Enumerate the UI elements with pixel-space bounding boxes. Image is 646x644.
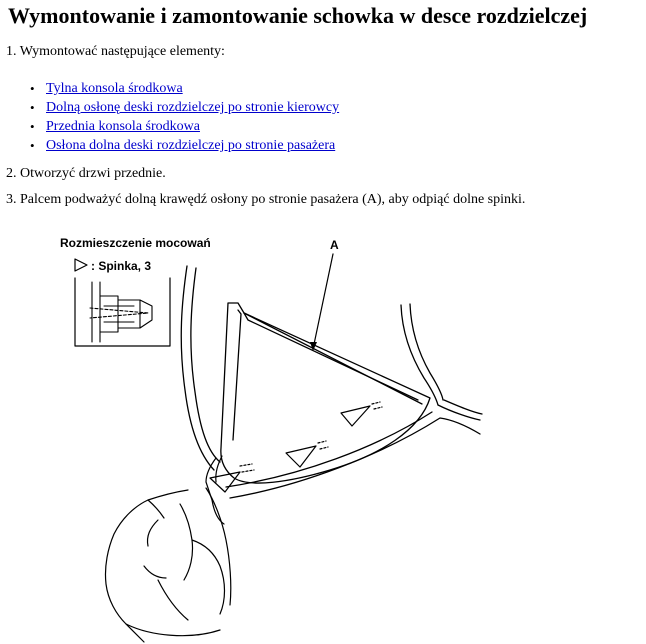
callout-a: A [330, 238, 339, 252]
clip-arrow-icon [341, 406, 370, 426]
page-title: Wymontowanie i zamontowanie schowka w desce rozdzielczej [8, 3, 588, 28]
step-number: 2. [6, 166, 17, 181]
fastener-legend [60, 236, 211, 346]
clip-symbol-icon [75, 259, 87, 271]
legend-title: Rozmieszczenie mocowań [60, 236, 211, 250]
step-number: 3. [6, 192, 17, 207]
link-passenger-lower-cover[interactable]: Osłona dolna deski rozdzielczej po stronie pasażera [46, 138, 336, 153]
callout-leader [313, 254, 333, 349]
step-text: Wymontować następujące elementy: [19, 44, 225, 59]
link-driver-lower-cover[interactable]: Dolną osłonę deski rozdzielczej po stronie kierowcy [46, 100, 340, 115]
legend-frame [75, 278, 170, 346]
step-text: Otworzyć drzwi przednie. [20, 166, 166, 181]
legend-item: : Spinka, 3 [91, 259, 152, 273]
hand-illustration [105, 456, 230, 642]
step-text: Palcem podważyć dolną krawędź osłony po stronie pasażera (A), aby odpiąć dolne spinki. [20, 192, 526, 207]
link-front-center-console[interactable]: Przednia konsola środkowa [46, 119, 200, 134]
dashboard-outline [181, 266, 482, 498]
clip-arrow-icon [286, 446, 316, 467]
clip-detail-icon [90, 282, 152, 342]
link-rear-center-console[interactable]: Tylna konsola środkowa [46, 81, 183, 96]
passenger-lower-cover [221, 303, 430, 483]
clip-arrow-icon [210, 472, 240, 492]
step-number: 1. [6, 44, 17, 59]
